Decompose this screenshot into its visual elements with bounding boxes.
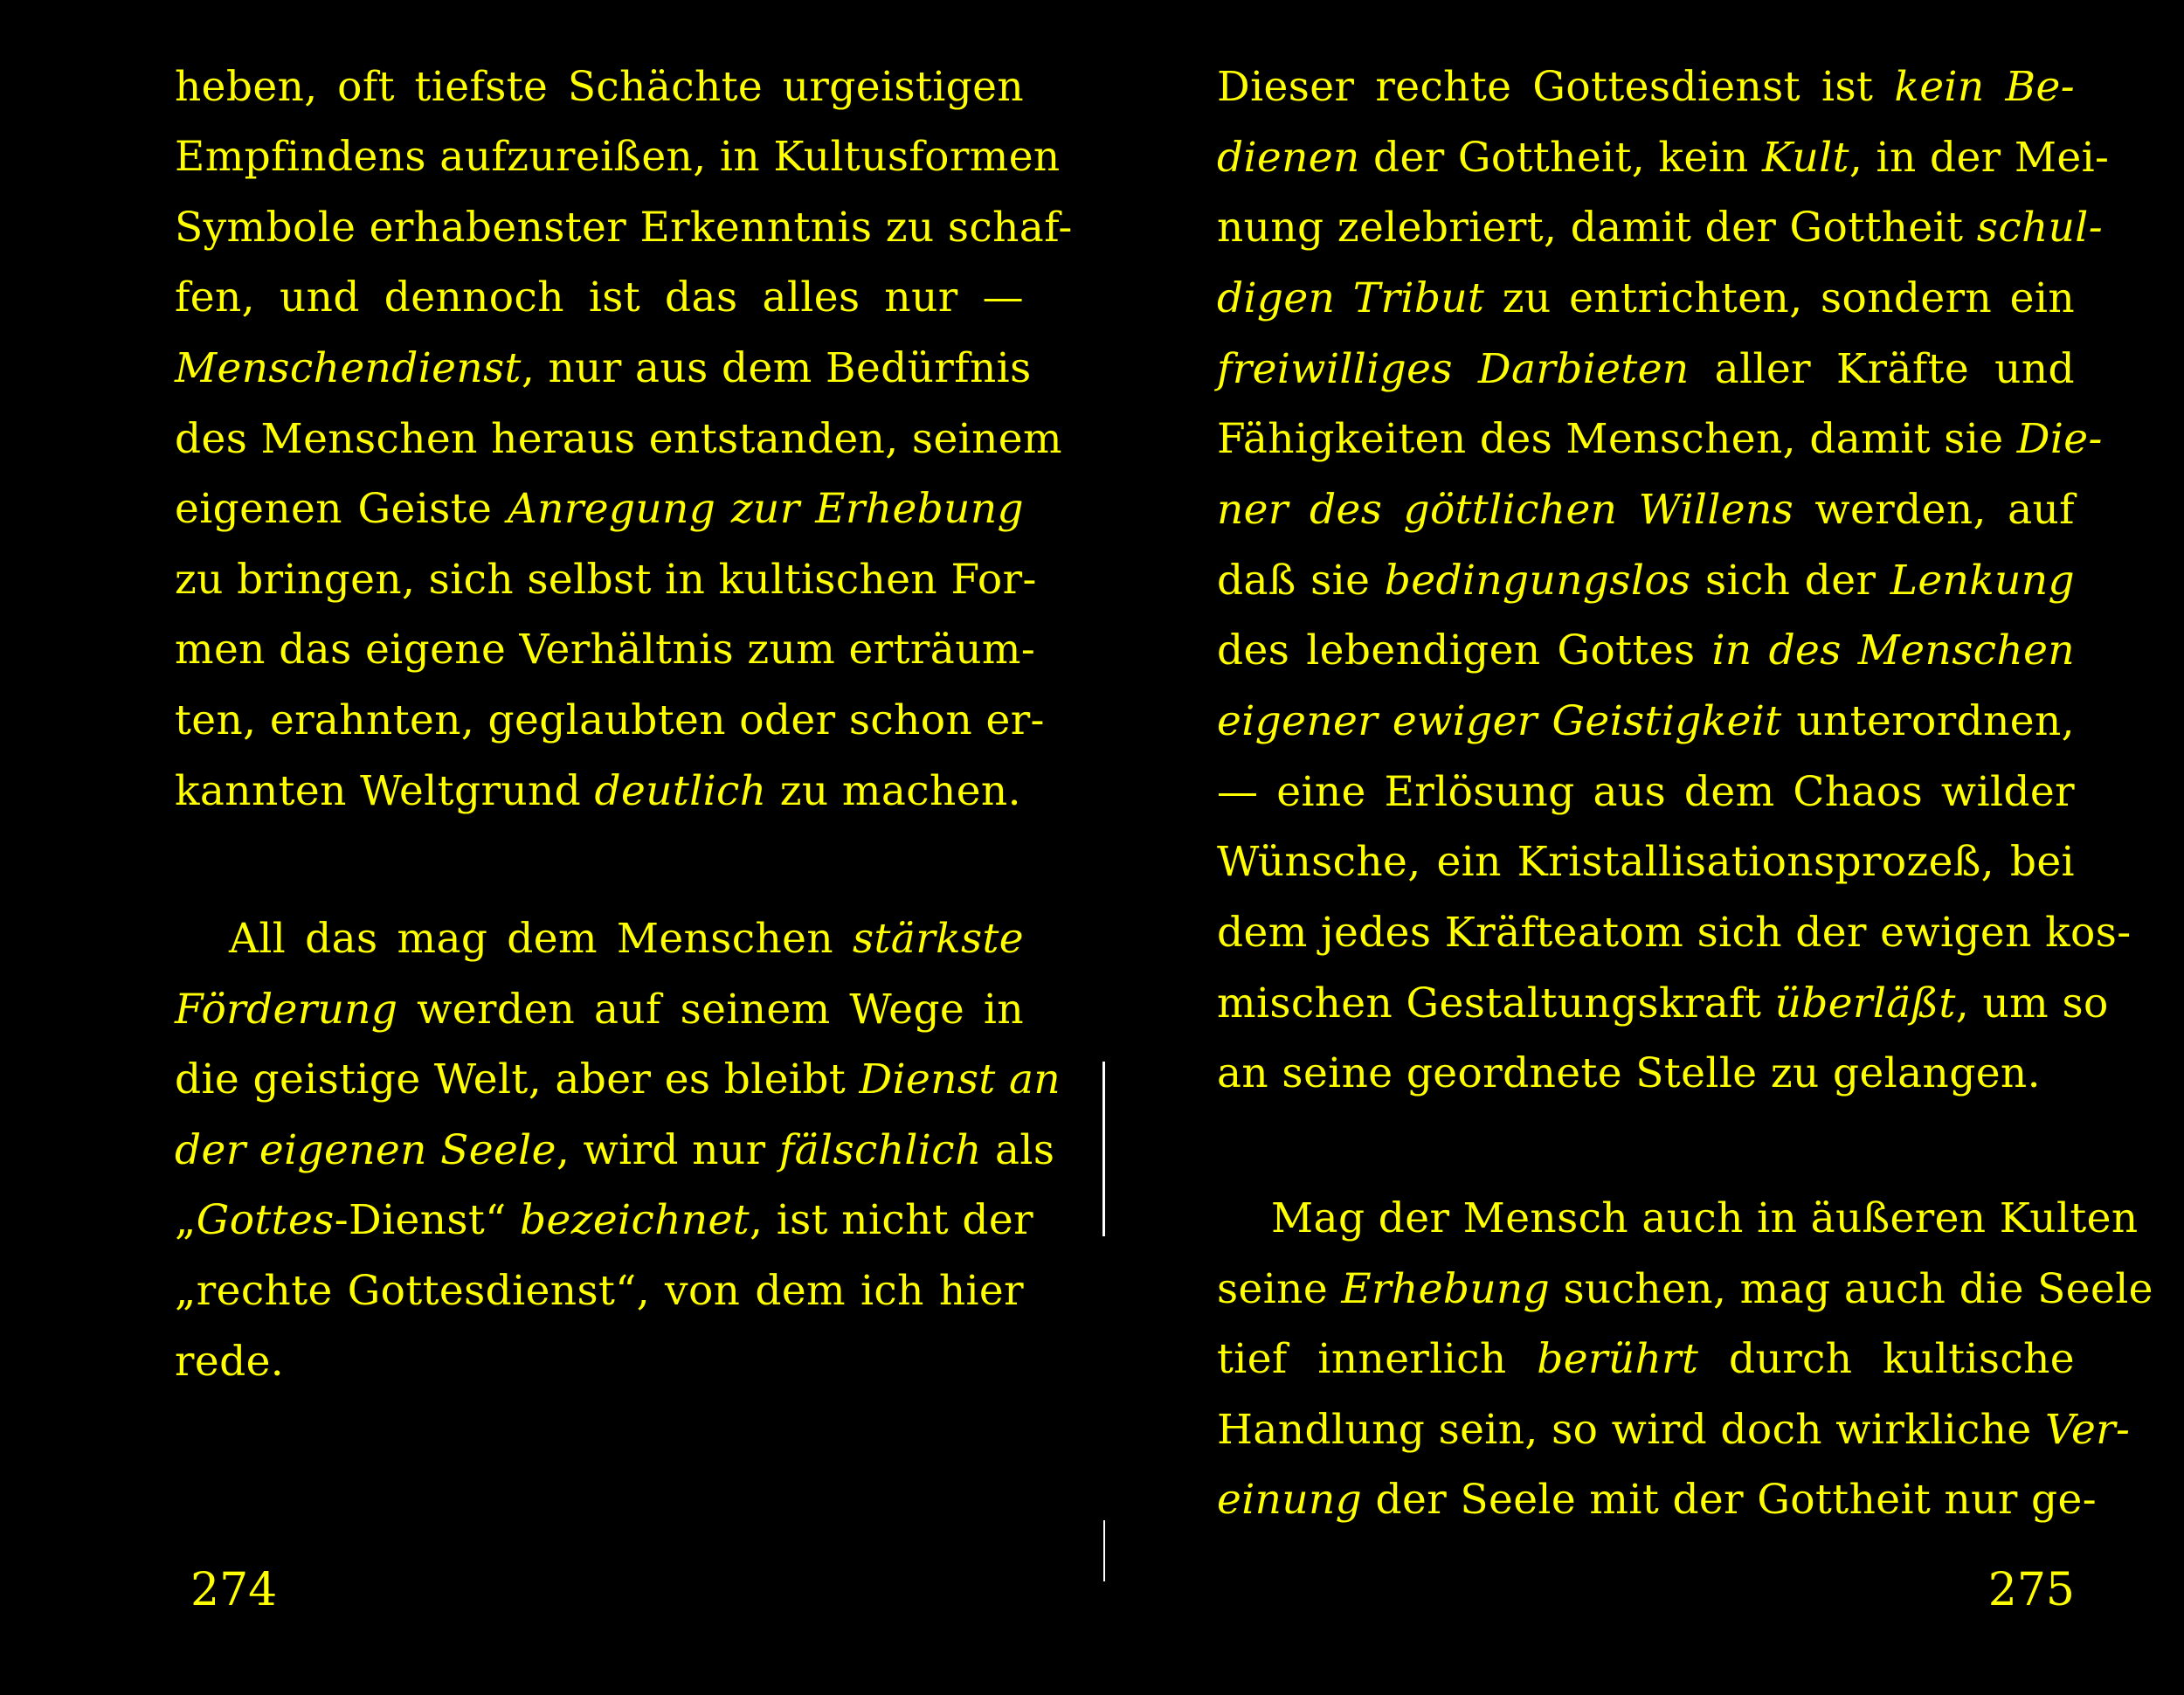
text-line (1217, 475, 2075, 545)
text-line (175, 193, 1073, 263)
italic-text: Ver- (2044, 1406, 2131, 1454)
text-run: All das mag dem Menschen (229, 915, 853, 963)
text-line (1217, 687, 2075, 757)
text-line (175, 1045, 1061, 1115)
text-line (175, 904, 1024, 974)
italic-text: Anregung zur Erhebung (507, 485, 1024, 533)
text-line (175, 334, 1032, 404)
text-run: dem jedes Kräfteatom sich der ewigen kos- (1217, 909, 2132, 957)
italic-text: Kult (1761, 134, 1849, 182)
text-line (175, 122, 1061, 192)
text-line (1217, 1039, 2075, 1109)
italic-text: überläßt (1774, 979, 1956, 1027)
text-run: aller Kräfte und (1689, 345, 2076, 393)
text-line (1217, 969, 2109, 1039)
italic-text: berührt (1537, 1335, 1699, 1383)
text-line (175, 405, 1062, 474)
text-line (175, 615, 1036, 685)
italic-text: Dienst an (859, 1055, 1061, 1103)
text-run: ten, erahnten, geglaubten oder schon er- (175, 696, 1045, 744)
italic-text: in des Menschen (1711, 626, 2075, 675)
text-run: Wünsche, ein Kristallisationsprozeß, bei (1217, 838, 2075, 886)
text-run: Empfindens aufzureißen, in Kultusformen (175, 133, 1061, 181)
italic-text: bedingungslos (1384, 557, 1691, 605)
text-run: heben, oft tiefste Schächte urgeistigen (175, 63, 1024, 111)
italic-text: deutlich (594, 767, 767, 815)
text-run: kannten Weltgrund (175, 767, 595, 815)
text-run: suchen, mag auch die Seele (1550, 1265, 2153, 1313)
text-run: werden auf seinem Wege in (397, 986, 1024, 1034)
text-run: men das eigene Verhältnis zum erträum- (175, 626, 1036, 674)
page-number: 274 (190, 1564, 278, 1616)
text-line (1217, 758, 2075, 827)
text-run: , nur aus dem Bedürfnis (521, 344, 1032, 392)
italic-text: schul- (1976, 204, 2103, 252)
italic-text: stärkste (853, 915, 1024, 963)
text-run: des Menschen heraus entstanden, seinem (175, 415, 1062, 463)
page-number: 275 (1987, 1564, 2075, 1616)
left-page (175, 0, 1073, 1695)
text-run: daß sie (1217, 557, 1385, 605)
text-line (1217, 827, 2075, 897)
text-run: des lebendigen Gottes (1217, 626, 1712, 675)
text-run: „rechte Gottesdienst“, von dem ich hier (175, 1267, 1024, 1315)
text-line (1217, 335, 2075, 405)
text-run: mischen Gestaltungskraft (1217, 979, 1775, 1027)
text-line (1217, 616, 2075, 686)
text-line (175, 474, 1024, 544)
text-line (175, 52, 1024, 122)
text-run: der Gottheit, kein (1359, 134, 1762, 182)
text-run: „ (175, 1196, 197, 1244)
gutter-line (1102, 1062, 1105, 1236)
text-run: — eine Erlösung aus dem Chaos wilder (1217, 768, 2075, 816)
italic-text: einung (1217, 1476, 1363, 1524)
text-line (175, 1186, 1033, 1256)
text-run: der Seele mit der Gottheit nur ge- (1362, 1476, 2098, 1524)
text-run: durch kultische (1698, 1335, 2075, 1383)
italic-text: eigener ewiger Geistigkeit (1217, 697, 1782, 745)
text-line (1217, 1184, 2139, 1254)
italic-text: Gottes (196, 1196, 335, 1244)
text-run: fen, und dennoch ist das alles nur — (175, 273, 1024, 322)
text-line (1217, 1395, 2131, 1465)
text-run: zu bringen, sich selbst in kultischen For- (175, 556, 1037, 604)
italic-text: Menschendienst (175, 344, 522, 392)
text-line (1217, 1465, 2098, 1535)
text-line (1217, 898, 2132, 968)
text-run: , wird nur (556, 1126, 779, 1174)
text-line (1217, 405, 2103, 474)
italic-text: dienen (1217, 134, 1360, 182)
italic-text: ner des göttlichen Willens (1217, 486, 1794, 534)
text-run: , um so (1955, 979, 2109, 1027)
text-line (1217, 264, 2075, 334)
text-run: rede. (175, 1338, 285, 1386)
text-run: unterordnen, (1781, 697, 2075, 745)
italic-text: kein Be- (1894, 63, 2075, 111)
italic-text: der eigenen Seele (175, 1126, 556, 1174)
text-line (1217, 546, 2075, 616)
text-line (175, 545, 1037, 615)
right-page (1217, 0, 2153, 1695)
text-line (1217, 1255, 2153, 1325)
text-run: zu machen. (766, 767, 1021, 815)
italic-text: digen Tribut (1217, 274, 1485, 322)
italic-text: freiwilliges Darbieten (1217, 345, 1690, 393)
italic-text: fälschlich (778, 1126, 982, 1174)
text-run: Fähigkeiten des Menschen, damit sie (1217, 415, 2017, 463)
text-run: die geistige Welt, aber es bleibt (175, 1055, 860, 1103)
text-run: seine (1217, 1265, 1342, 1313)
text-run: -Dienst“ (334, 1196, 520, 1244)
text-line (175, 1256, 1024, 1326)
italic-text: bezeichnet (519, 1196, 750, 1244)
italic-text: Förderung (175, 986, 398, 1034)
text-line (1217, 52, 2075, 122)
text-run: werden, auf (1794, 486, 2075, 534)
text-run: an seine geordnete Stelle zu gelangen. (1217, 1049, 2041, 1097)
text-run: , in der Mei- (1849, 134, 2110, 182)
text-run: als (981, 1126, 1055, 1174)
text-line (1217, 123, 2110, 193)
text-run: tief innerlich (1217, 1335, 1538, 1383)
text-run: nung zelebriert, damit der Gottheit (1217, 204, 1977, 252)
text-line (1217, 1325, 2075, 1394)
text-line (175, 686, 1045, 756)
text-line (175, 757, 1024, 827)
text-run: Mag der Mensch auch in äußeren Kulten (1271, 1194, 2139, 1242)
text-run: Dieser rechte Gottesdienst ist (1217, 63, 1895, 111)
text-line (175, 1327, 1024, 1397)
text-line (1217, 193, 2103, 263)
text-run: Symbole erhabenster Erkenntnis zu schaf- (175, 204, 1073, 252)
text-line (175, 975, 1024, 1045)
text-run: Handlung sein, so wird doch wirkliche (1217, 1406, 2045, 1454)
text-run: zu entrichten, sondern ein (1484, 274, 2075, 322)
text-run: , ist nicht der (750, 1196, 1033, 1244)
italic-text: Die- (2016, 415, 2103, 463)
text-run: eigenen Geiste (175, 485, 508, 533)
text-line (175, 1116, 1055, 1186)
text-run: sich der (1690, 557, 1890, 605)
italic-text: Lenkung (1890, 557, 2075, 605)
italic-text: Erhebung (1341, 1265, 1551, 1313)
gutter-line (1103, 1520, 1105, 1581)
text-line (175, 263, 1024, 333)
